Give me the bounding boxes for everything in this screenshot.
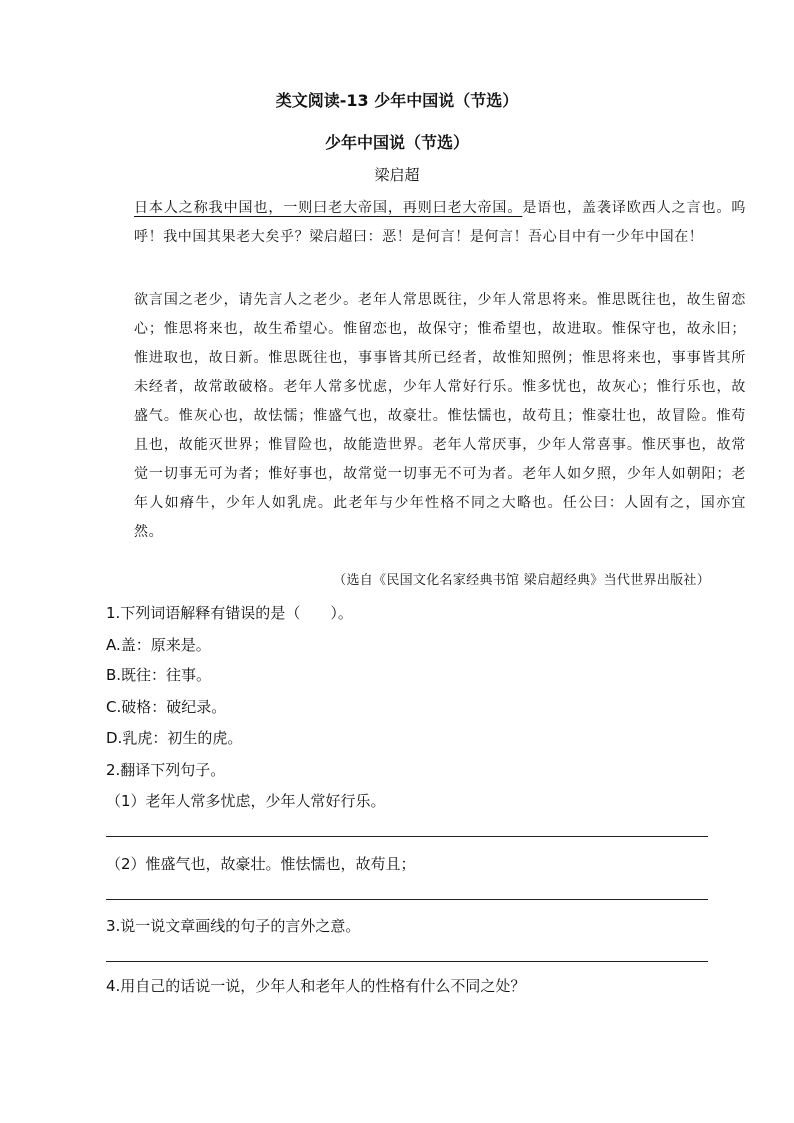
passage-paragraph-2: 欲言国之老少，请先言人之老少。老年人常思既往，少年人常思将来。惟思既往也，故生留恋心；惟思将来也，故生希望心。惟留恋也，故保守；惟希望也，故进取。惟保守也，故永旧；惟进取也，故日新。惟思既往也，事事皆其所已经者，故惟知照例；惟思将来也，事事皆其所未经者，故常敢破格。老年人常多忧虑，少年人常好行乐。惟多忧也，故灰心；惟行乐也，故盛气。惟灰心也，故怯懦；惟盛气也，故豪壮。惟怯懦也，故苟且；惟豪壮也，故冒险。惟苟且也，故能灭世界；惟冒险也，故能造世界。老年人常厌事，少年人常喜事。惟厌事也，故常觉一切事无可为者；惟好事也，故常觉一切事无不可为者。老年人如夕照，少年人如朝阳；老年人如瘠牛，少年人如乳虎。此老年与少年性格不同之大略也。任公曰：人固有之，国亦宜然。: [134, 292, 746, 540]
question-1: 1.下列词语解释有错误的是（ ）。: [106, 604, 353, 622]
question-2-2: （2）惟盛气也，故豪壮。惟怯懦也，故苟且；: [106, 855, 416, 873]
article-author: 梁启超: [374, 166, 420, 184]
question-2: 2.翻译下列句子。: [106, 761, 226, 779]
underlined-sentence: 日本人之称我中国也，一则曰老大帝国，再则曰老大帝国。: [134, 200, 523, 216]
article-title: 少年中国说（节选）: [324, 133, 469, 152]
option-a: A.盖：原来是。: [106, 636, 211, 654]
passage-paragraph-1: [106, 194, 746, 252]
answer-line[interactable]: [106, 836, 708, 837]
question-3: 3.说一说文章画线的句子的言外之意。: [106, 917, 361, 935]
question-2-1: （1）老年人常多忧虑，少年人常好行乐。: [106, 792, 386, 810]
option-d: D.乳虎：初生的虎。: [106, 729, 243, 747]
answer-line[interactable]: [106, 961, 708, 962]
question-4: 4.用自己的话说一说，少年人和老年人的性格有什么不同之处？: [106, 977, 526, 995]
source-citation: （选自《民国文化名家经典书馆 梁启超经典》当代世界出版社）: [333, 573, 710, 588]
option-b: B.既往：往事。: [106, 666, 212, 684]
paragraph-1-text: 是语也，盖袭译欧西人之言也。呜呼！我中国其果老大矣乎？梁启超曰：恶！是何言！是何言！吾心目中有一少年中国在！: [134, 200, 746, 245]
option-c: C.破格：破纪录。: [106, 698, 227, 716]
page-title: 类文阅读-13 少年中国说（节选）: [275, 91, 519, 110]
answer-line[interactable]: [106, 899, 708, 900]
